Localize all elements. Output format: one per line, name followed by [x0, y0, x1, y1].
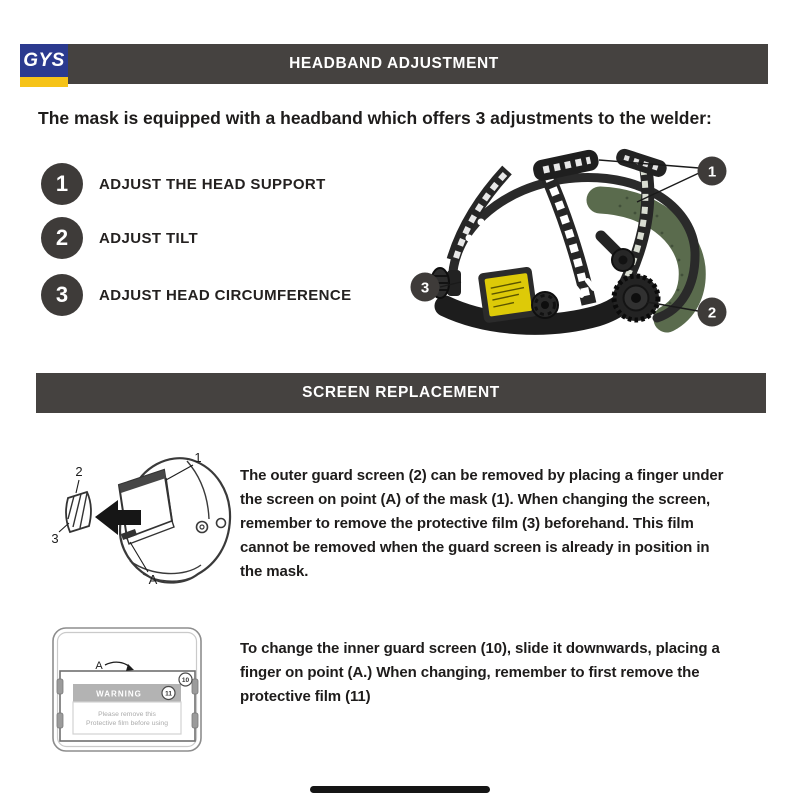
number-badge-1 — [41, 163, 83, 205]
warning-text-box — [73, 702, 181, 734]
figure-callout-1 — [698, 157, 727, 186]
inner-label-10: 10 — [181, 676, 190, 684]
inner-screen-figure — [45, 615, 220, 765]
callout-1-number: 1 — [707, 163, 717, 181]
gys-logo-box — [20, 44, 68, 77]
inner-paragraph-line: finger on point (A.) When changing, remember to first remove the — [240, 664, 700, 681]
outer-paragraph-line: remember to remove the protective film (3) beforehand. This film — [240, 515, 694, 532]
badge-3-number: 3 — [55, 282, 69, 307]
gys-logo-text: GYS — [23, 49, 65, 71]
outer-paragraph-line: the screen on point (A) of the mask (1). When changing the screen, — [240, 491, 711, 508]
screen-section-title: SCREEN REPLACEMENT — [302, 384, 500, 401]
outer-label-2: 2 — [75, 464, 83, 479]
gys-logo-underline — [20, 77, 68, 87]
headband-section-header — [20, 44, 768, 84]
figure-callout-2 — [698, 298, 727, 327]
band-hole — [466, 235, 473, 242]
number-badge-3 — [41, 274, 83, 316]
front-pivot — [532, 292, 558, 318]
outer-screen-figure — [35, 435, 235, 605]
intro-text: The mask is equipped with a headband which offers 3 adjustments to the welder: — [38, 108, 712, 128]
number-badge-2 — [41, 217, 83, 259]
warning-sticker — [478, 266, 538, 323]
warning-text-line2: Protective film before using — [86, 720, 168, 727]
adjustment-item-2 — [41, 217, 198, 259]
guard-screen-piece — [66, 492, 91, 532]
callout-2-number: 2 — [707, 304, 717, 322]
outer-label-a: A — [148, 572, 158, 587]
headband-section-title: HEADBAND ADJUSTMENT — [289, 55, 499, 72]
inner-paragraph-line: To change the inner guard screen (10), slide it downwards, placing a — [240, 640, 720, 657]
inner-paragraph-line: protective film (11) — [240, 688, 371, 705]
inner-label-11: 11 — [165, 690, 172, 698]
inner-label-a: A — [95, 660, 103, 672]
inner-screen-paragraph — [240, 637, 720, 709]
screen-section-header — [36, 373, 766, 413]
outer-paragraph-line: the mask. — [240, 563, 309, 580]
callout-3-number: 3 — [420, 279, 430, 297]
adjustment-label-3: ADJUST HEAD CIRCUMFERENCE — [99, 286, 352, 304]
warning-title: WARNING — [96, 689, 142, 699]
outer-label-3: 3 — [51, 531, 59, 546]
adjustment-item-1 — [41, 163, 326, 205]
adjustment-label-1: ADJUST THE HEAD SUPPORT — [99, 175, 326, 193]
center-strap-slots — [547, 174, 587, 300]
badge-2-number: 2 — [55, 225, 69, 250]
outer-paragraph-line: The outer guard screen (2) can be removed by placing a finger under — [240, 467, 724, 484]
band-hole — [478, 219, 485, 226]
warning-text-line1: Please remove this — [98, 711, 156, 718]
home-indicator-bar — [310, 786, 490, 793]
adjustment-label-2: ADJUST TILT — [99, 229, 199, 247]
badge-1-number: 1 — [55, 171, 69, 196]
figure-callout-3 — [411, 273, 440, 302]
outer-label-1: 1 — [194, 450, 202, 465]
outer-screen-paragraph — [240, 464, 723, 584]
gys-logo — [20, 44, 68, 87]
adjustment-item-3 — [41, 274, 352, 316]
outer-paragraph-line: cannot be removed when the guard screen is already in position in — [240, 539, 710, 556]
left-strap — [453, 170, 507, 260]
headband-figure — [395, 140, 785, 352]
